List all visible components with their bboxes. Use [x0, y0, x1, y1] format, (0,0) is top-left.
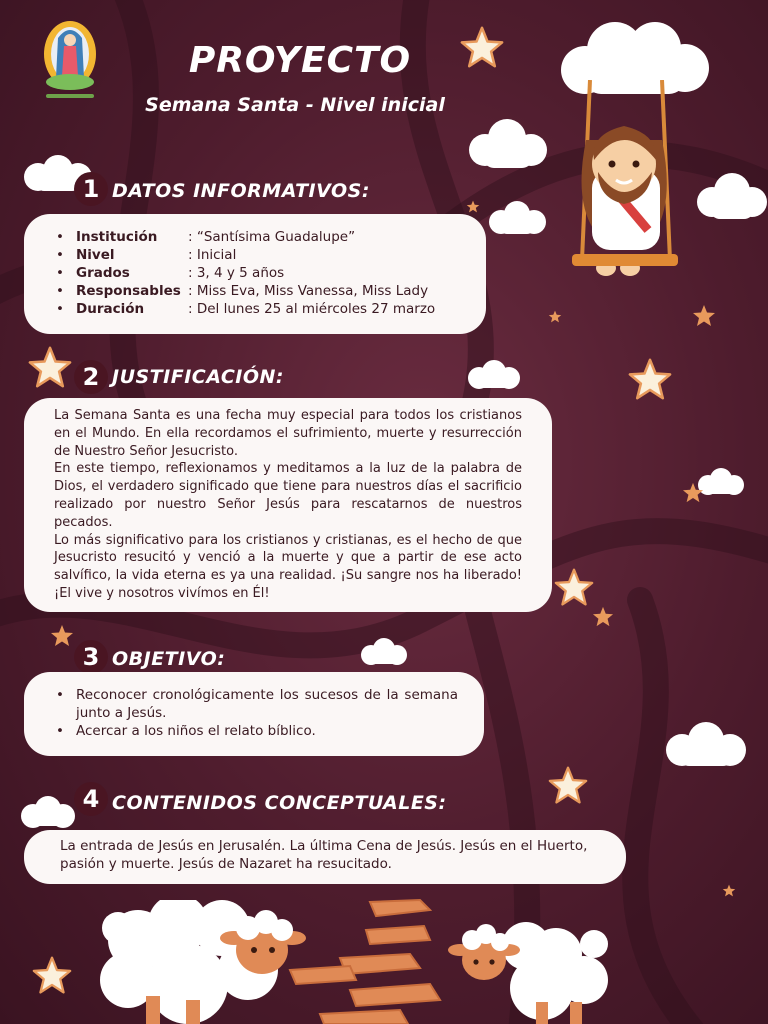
- justificacion-paragraph: En este tiempo, reflexionamos y meditamos a la luz de la palabra de Dios, el verdadero significado que tiene para nuestros días el sacrificio realizado por nuestro Señor Jesús para rescatarnos de nuestros pecados.: [54, 461, 522, 530]
- cloud-icon: [18, 796, 78, 828]
- star-icon: [592, 606, 614, 627]
- info-row: • Nivel : Inicial: [56, 247, 237, 263]
- objetivo-card: [24, 672, 484, 756]
- info-key: Nivel: [76, 247, 115, 263]
- page-subtitle: Semana Santa - Nivel inicial: [145, 94, 445, 116]
- star-icon: [460, 26, 504, 68]
- info-key: Institución: [76, 229, 158, 245]
- section-title-datos: DATOS INFORMATIVOS:: [112, 180, 370, 202]
- info-value: : Inicial: [188, 247, 237, 263]
- info-value: : Miss Eva, Miss Vanessa, Miss Lady: [188, 283, 429, 299]
- info-key: Responsables: [76, 283, 181, 299]
- contenidos-card: [24, 830, 626, 884]
- star-icon: [28, 346, 72, 388]
- page-title: PROYECTO: [188, 40, 412, 81]
- star-icon: [554, 568, 594, 606]
- section-title-contenidos: CONTENIDOS CONCEPTUALES:: [112, 792, 447, 814]
- datos-card: [24, 214, 486, 334]
- virgin-logo-icon: [40, 18, 100, 100]
- justificacion-paragraph: Lo más significativo para los cristianos y cristianas, es el hecho de que Jesucristo resucitó y venció a la muerte y que a partir de ese acto salvífico, la vida eterna es ya una realidad. ¡Su sangre nos ha liberado! ¡El vive y nosotros vivímos en Él!: [54, 532, 522, 601]
- info-value: : “Santísima Guadalupe”: [188, 229, 356, 245]
- star-icon: [50, 624, 74, 647]
- justificacion-card: [24, 398, 552, 612]
- section-number-2: 2: [74, 360, 108, 394]
- section-title-objetivo: OBJETIVO:: [112, 648, 226, 670]
- info-value: : 3, 4 y 5 años: [188, 265, 285, 281]
- star-icon: [466, 200, 480, 213]
- objetivo-item: • Acercar a los niños el relato bíblico.: [56, 723, 316, 739]
- star-icon: [628, 358, 672, 400]
- objetivo-item-text: Acercar a los niños el relato bíblico.: [76, 723, 316, 739]
- cloud-icon: [358, 638, 410, 666]
- star-icon: [548, 310, 562, 323]
- star-icon: [32, 956, 72, 994]
- info-row: • Duración : Del lunes 25 al miércoles 27 marzo: [56, 301, 436, 317]
- section-title-justificacion: JUSTIFICACIÓN:: [112, 366, 284, 388]
- justificacion-paragraph: La Semana Santa es una fecha muy especial para todos los cristianos en el Mundo. En ella recordamos el sufrimiento, muerte y resurrección de Nuestro Señor Jesucristo.: [54, 408, 522, 459]
- cloud-icon: [662, 722, 752, 768]
- info-key: Grados: [76, 265, 130, 281]
- cloud-icon: [694, 172, 768, 222]
- star-icon: [692, 304, 716, 327]
- sheep-icon: [98, 900, 312, 1024]
- objetivo-item-text: Reconocer cronológicamente los sucesos de la semana junto a Jesús.: [76, 687, 458, 721]
- info-row: • Responsables : Miss Eva, Miss Vanessa, Miss Lady: [56, 283, 429, 299]
- info-row: • Grados : 3, 4 y 5 años: [56, 265, 285, 281]
- info-key: Duración: [76, 301, 145, 317]
- cloud-icon: [465, 118, 551, 170]
- star-icon: [722, 884, 736, 897]
- star-icon: [682, 482, 704, 503]
- star-icon: [548, 766, 588, 804]
- cloud-icon: [486, 200, 548, 236]
- contenidos-text: La entrada de Jesús en Jerusalén. La última Cena de Jesús. Jesús en el Huerto, pasión y muerte. Jesús de Nazaret ha resucitado.: [60, 838, 588, 872]
- objetivo-item: • Reconocer cronológicamente los sucesos de la semana junto a Jesús.: [56, 687, 458, 721]
- info-value: : Del lunes 25 al miércoles 27 marzo: [188, 301, 436, 317]
- info-row: • Institución : “Santísima Guadalupe”: [56, 229, 356, 245]
- cloud-icon: [465, 360, 523, 390]
- sheep-icon: [446, 920, 610, 1024]
- section-number-4: 4: [74, 782, 108, 816]
- jesus-swing-icon: [564, 80, 688, 292]
- section-number-1: 1: [74, 172, 108, 206]
- section-number-3: 3: [74, 640, 108, 674]
